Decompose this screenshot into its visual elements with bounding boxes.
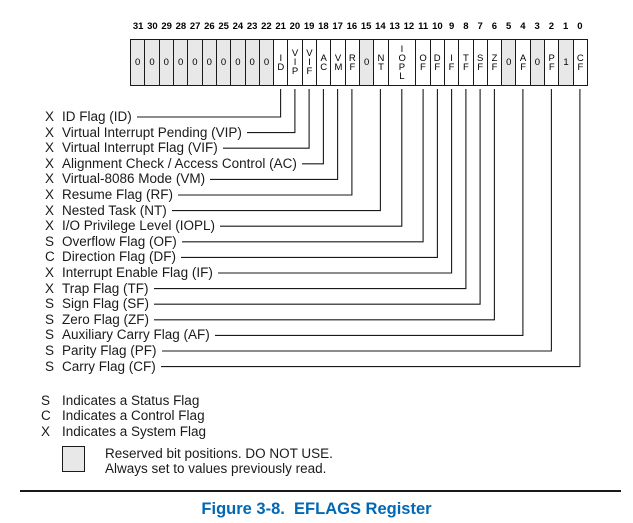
flag-type-letter: X (45, 171, 55, 187)
figure-caption: Figure 3-8. EFLAGS Register (201, 500, 432, 518)
register-cell-label: 0 (177, 57, 184, 68)
register-cell-bit25-0 (216, 40, 230, 85)
register-cell-label: PF (548, 52, 555, 73)
register-cell-label: TF (462, 52, 469, 73)
flag-row-6 (0, 312, 633, 328)
register-cell-bit15-0 (359, 40, 373, 85)
register-cell-bit19-VIF (302, 40, 316, 85)
flag-type-letter: S (45, 296, 55, 312)
flag-type-letter: X (45, 280, 55, 296)
legend-row-X (0, 424, 633, 440)
legend-letter: S (41, 393, 51, 408)
bit-number-20: 20 (289, 21, 301, 32)
flag-row-0 (0, 359, 633, 375)
register-cell-label: 0 (263, 57, 270, 68)
flag-row-13-12 (0, 218, 633, 234)
flag-name-label: Virtual Interrupt Pending (VIP) (62, 124, 242, 140)
flag-type-letter: S (45, 358, 55, 374)
register-cell-label: AF (519, 52, 527, 73)
flag-name-label: Resume Flag (RF) (62, 187, 174, 202)
bit-number-3: 3 (534, 21, 540, 32)
flag-row-4 (0, 327, 633, 343)
flag-type-letter: S (45, 343, 55, 358)
legend-letter: X (41, 423, 51, 439)
reserved-swatch (62, 446, 85, 472)
register-cell-bit28-0 (173, 40, 187, 85)
register-cell-label: IOPL (398, 43, 406, 82)
flag-row-19 (0, 140, 633, 156)
bit-number-31: 31 (132, 21, 144, 32)
flag-name-label: Carry Flag (CF) (62, 358, 156, 374)
bit-number-30: 30 (147, 21, 158, 32)
flag-name-label: Interrupt Enable Flag (IF) (62, 265, 213, 280)
flag-row-14 (0, 203, 633, 219)
eflags-register-box (130, 39, 588, 86)
register-cell-bit21-ID (273, 40, 287, 85)
register-cell-label: 1 (563, 57, 569, 68)
register-cell-bit23-0 (245, 40, 259, 85)
bit-number-22: 22 (261, 21, 272, 32)
divider-rule (20, 490, 621, 492)
register-cell-label: 0 (135, 57, 141, 68)
register-cell-label: VIP (291, 48, 299, 77)
bit-number-23: 23 (246, 21, 258, 32)
flag-type-letter: X (45, 202, 55, 218)
flag-type-letter: X (45, 187, 55, 202)
bit-number-17: 17 (332, 21, 343, 32)
register-cell-bit8-TF (458, 40, 472, 85)
legend-row-C (0, 408, 633, 424)
register-cell-bit16-RF (345, 40, 359, 85)
flag-row-7 (0, 296, 633, 312)
register-cell-label: 0 (506, 57, 512, 68)
bit-number-2: 2 (548, 21, 555, 32)
bit-number-4: 4 (520, 21, 526, 32)
bit-number-29: 29 (161, 21, 172, 32)
legend-row-S (0, 393, 633, 409)
flag-type-letter: X (45, 140, 55, 156)
flag-type-letter: X (45, 265, 55, 280)
register-cell-bit5-0 (501, 40, 515, 85)
flag-row-18 (0, 156, 633, 172)
flag-row-16 (0, 187, 633, 203)
flag-name-label: Nested Task (NT) (62, 202, 167, 218)
legend-text: Indicates a System Flag (62, 423, 207, 439)
register-cell-bit4-AF (515, 40, 529, 85)
register-cell-label: NT (377, 52, 385, 73)
register-cell-bit30-0 (144, 40, 158, 85)
register-cell-bit11-OF (415, 40, 429, 85)
flag-row-11 (0, 234, 633, 250)
register-cell-bit2-PF (544, 40, 558, 85)
register-cell-label: 0 (249, 57, 255, 68)
legend-text: Indicates a Control Flag (62, 408, 205, 424)
flag-type-letter: X (45, 124, 55, 140)
register-cell-bit1-1 (558, 40, 572, 85)
register-cell-bit18-AC (316, 40, 330, 85)
flag-name-label: Sign Flag (SF) (62, 296, 150, 312)
flag-row-8 (0, 281, 633, 297)
bit-number-10: 10 (432, 21, 443, 32)
register-cell-label: IF (448, 52, 455, 73)
legend-text: Indicates a Status Flag (62, 393, 200, 408)
flag-name-label: Virtual-8086 Mode (VM) (62, 171, 206, 187)
register-cell-label: 0 (220, 57, 227, 68)
register-cell-label: VM (334, 52, 343, 73)
flag-type-letter: C (45, 249, 55, 265)
flag-type-letter: S (45, 327, 55, 343)
register-cell-bit27-0 (187, 40, 201, 85)
bit-number-21: 21 (275, 21, 286, 32)
register-cell-label: RF (348, 52, 356, 73)
flag-row-20 (0, 125, 633, 141)
register-cell-bit13-12-IOPL (388, 40, 416, 85)
register-cell-bit20-VIP (287, 40, 301, 85)
flag-name-label: ID Flag (ID) (62, 109, 132, 124)
flag-row-21 (0, 109, 633, 125)
bit-number-14: 14 (375, 21, 386, 32)
register-cell-label: 0 (149, 57, 155, 68)
register-cell-label: 0 (235, 57, 241, 68)
bit-number-8: 8 (463, 21, 469, 32)
register-cell-label: DF (433, 52, 441, 73)
register-cell-bit14-NT (373, 40, 387, 85)
register-cell-bit7-SF (473, 40, 487, 85)
register-cell-bit29-0 (159, 40, 173, 85)
flag-name-label: Trap Flag (TF) (62, 280, 149, 296)
bit-number-15: 15 (360, 21, 372, 32)
bit-number-26: 26 (204, 21, 215, 32)
flag-name-label: Zero Flag (ZF) (62, 311, 150, 327)
register-cell-label: OF (419, 52, 427, 73)
bit-number-25: 25 (218, 21, 229, 32)
flag-name-label: Parity Flag (PF) (62, 343, 157, 358)
flag-name-label: Virtual Interrupt Flag (VIF) (62, 140, 218, 156)
register-cell-label: VIF (306, 48, 313, 77)
bit-number-16: 16 (346, 21, 358, 32)
register-cell-bit26-0 (202, 40, 216, 85)
register-cell-bit6-ZF (487, 40, 501, 85)
register-cell-label: ID (277, 52, 285, 73)
bit-number-7: 7 (477, 21, 483, 32)
bit-number-5: 5 (505, 21, 512, 32)
register-cell-label: 0 (206, 57, 212, 68)
register-cell-label: SF (476, 52, 484, 73)
register-cell-label: 0 (163, 57, 169, 68)
bit-number-1: 1 (562, 21, 569, 32)
bit-number-24: 24 (232, 21, 244, 32)
bit-number-19: 19 (303, 21, 315, 32)
bit-number-0: 0 (577, 21, 583, 32)
flag-name-label: Auxiliary Carry Flag (AF) (62, 327, 210, 343)
register-cell-bit22-0 (259, 40, 273, 85)
register-cell-label: ZF (491, 52, 498, 73)
register-cell-bit31-0 (131, 40, 144, 85)
bit-number-12: 12 (403, 21, 415, 32)
register-cell-label: 0 (534, 57, 541, 68)
flag-name-label: Direction Flag (DF) (62, 249, 177, 265)
bit-number-18: 18 (318, 21, 329, 32)
register-cell-bit9-IF (444, 40, 458, 85)
register-cell-label: 0 (192, 57, 198, 68)
flag-name-label: Overflow Flag (OF) (62, 233, 177, 249)
register-cell-label: AC (320, 52, 328, 73)
flag-name-label: I/O Privilege Level (IOPL) (62, 218, 216, 234)
flag-type-letter: S (45, 311, 55, 327)
flag-type-letter: X (45, 109, 55, 124)
flag-row-9 (0, 265, 633, 281)
bit-number-13: 13 (389, 21, 400, 32)
register-cell-label: 0 (364, 57, 370, 68)
register-cell-bit10-DF (430, 40, 444, 85)
bit-number-9: 9 (448, 21, 455, 32)
legend-letter: C (41, 408, 51, 424)
bit-number-27: 27 (189, 21, 201, 32)
flag-type-letter: X (45, 218, 55, 234)
bit-number-6: 6 (491, 21, 498, 32)
register-cell-bit24-0 (230, 40, 244, 85)
reserved-note-line1: Reserved bit positions. DO NOT USE. (105, 446, 333, 461)
register-cell-bit0-CF (573, 40, 587, 85)
flag-name-label: Alignment Check / Access Control (AC) (62, 155, 297, 171)
flag-type-letter: X (45, 155, 55, 171)
flag-row-17 (0, 171, 633, 187)
reserved-note-line2: Always set to values previously read. (105, 461, 327, 476)
flag-row-2 (0, 343, 633, 359)
register-cell-bit3-0 (530, 40, 544, 85)
bit-number-28: 28 (175, 21, 187, 32)
bit-number-11: 11 (418, 21, 429, 32)
register-cell-label: CF (576, 52, 584, 73)
register-cell-bit17-VM (330, 40, 344, 85)
flag-row-10 (0, 249, 633, 265)
flag-type-letter: S (45, 233, 55, 249)
